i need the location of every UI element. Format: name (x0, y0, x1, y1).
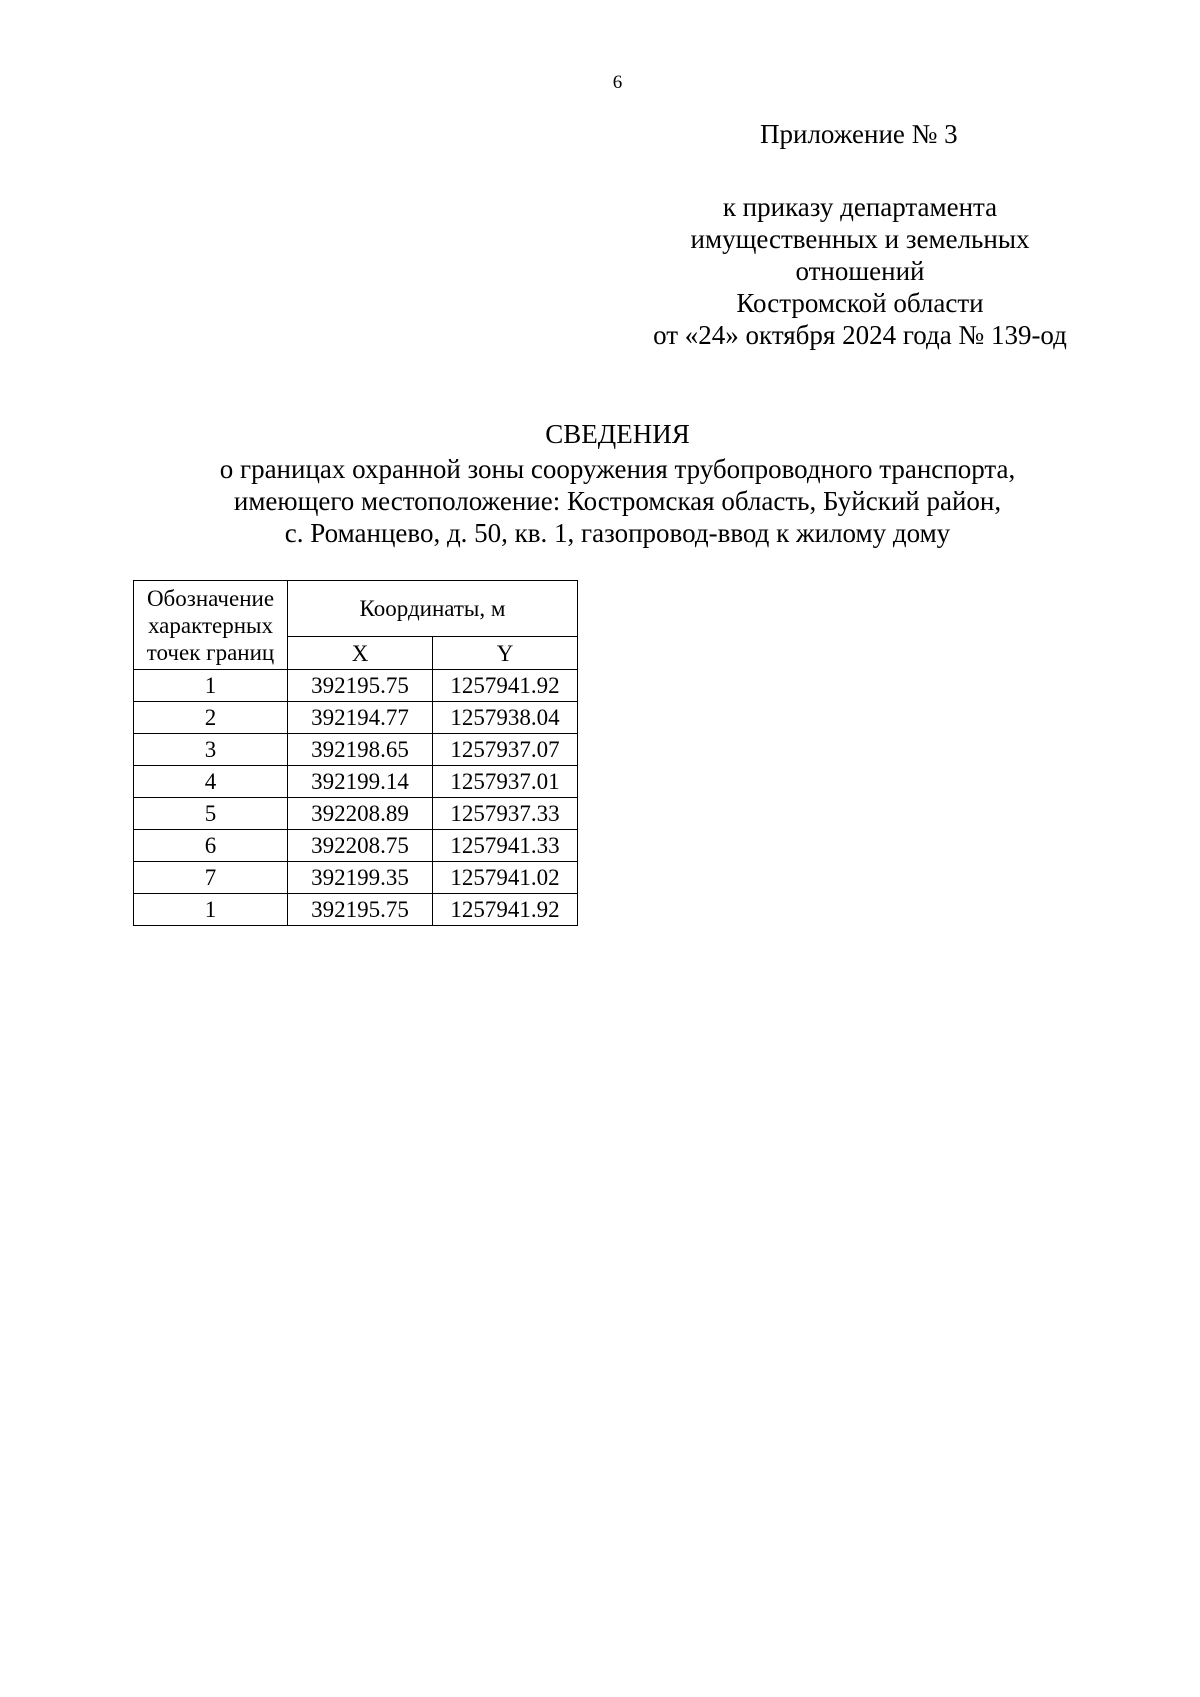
y-cell: 1257941.92 (433, 894, 578, 926)
page-number: 6 (612, 72, 623, 93)
order-line: Костромской области (736, 288, 984, 318)
order-line: имущественных и земельных (690, 224, 1030, 254)
point-cell: 7 (134, 862, 288, 894)
x-cell: 392198.65 (288, 734, 433, 766)
y-header: Y (433, 637, 578, 670)
subtitle-line: о границах охранной зоны сооружения трубопроводного транспорта, (219, 454, 1016, 484)
document-title: СВЕДЕНИЯ (545, 419, 690, 449)
y-cell: 1257937.07 (433, 734, 578, 766)
x-cell: 392208.89 (288, 798, 433, 830)
point-designation-header (134, 581, 288, 670)
order-line: к приказу департамента (722, 192, 998, 222)
y-cell: 1257937.01 (433, 766, 578, 798)
x-header: X (288, 637, 433, 670)
subtitle-line: имеющего местоположение: Костромская область, Буйский район, (233, 486, 1002, 516)
y-cell: 1257937.33 (433, 798, 578, 830)
table-row (134, 734, 578, 766)
y-cell: 1257941.92 (433, 670, 578, 702)
subtitle-line: с. Романцево, д. 50, кв. 1, газопровод-ввод к жилому дому (284, 518, 951, 548)
coordinates-header: Координаты, м (288, 581, 578, 637)
point-cell: 6 (134, 830, 288, 862)
point-cell: 1 (134, 894, 288, 926)
table-row (134, 702, 578, 734)
coordinates-table (133, 580, 578, 926)
x-cell: 392199.14 (288, 766, 433, 798)
order-line: отношений (795, 256, 925, 286)
order-reference (600, 191, 1120, 351)
header-line: точек границ (146, 639, 275, 665)
y-cell: 1257938.04 (433, 702, 578, 734)
point-cell: 1 (134, 670, 288, 702)
point-cell: 4 (134, 766, 288, 798)
y-cell: 1257941.33 (433, 830, 578, 862)
y-cell: 1257941.02 (433, 862, 578, 894)
header-line: Обозначение (146, 585, 275, 611)
table-row (134, 798, 578, 830)
x-cell: 392199.35 (288, 862, 433, 894)
order-date-line: от «24» октября 2024 года № 139-од (653, 320, 1067, 350)
table-row (134, 766, 578, 798)
x-cell: 392194.77 (288, 702, 433, 734)
point-cell: 3 (134, 734, 288, 766)
point-cell: 2 (134, 702, 288, 734)
table-row (134, 830, 578, 862)
point-cell: 5 (134, 798, 288, 830)
table-row (134, 894, 578, 926)
header-line: характерных (147, 612, 273, 638)
table-row (134, 670, 578, 702)
document-subtitle (0, 453, 1200, 549)
x-cell: 392195.75 (288, 670, 433, 702)
table-row (134, 862, 578, 894)
x-cell: 392208.75 (288, 830, 433, 862)
x-cell: 392195.75 (288, 894, 433, 926)
appendix-title: Приложение № 3 (760, 119, 958, 149)
